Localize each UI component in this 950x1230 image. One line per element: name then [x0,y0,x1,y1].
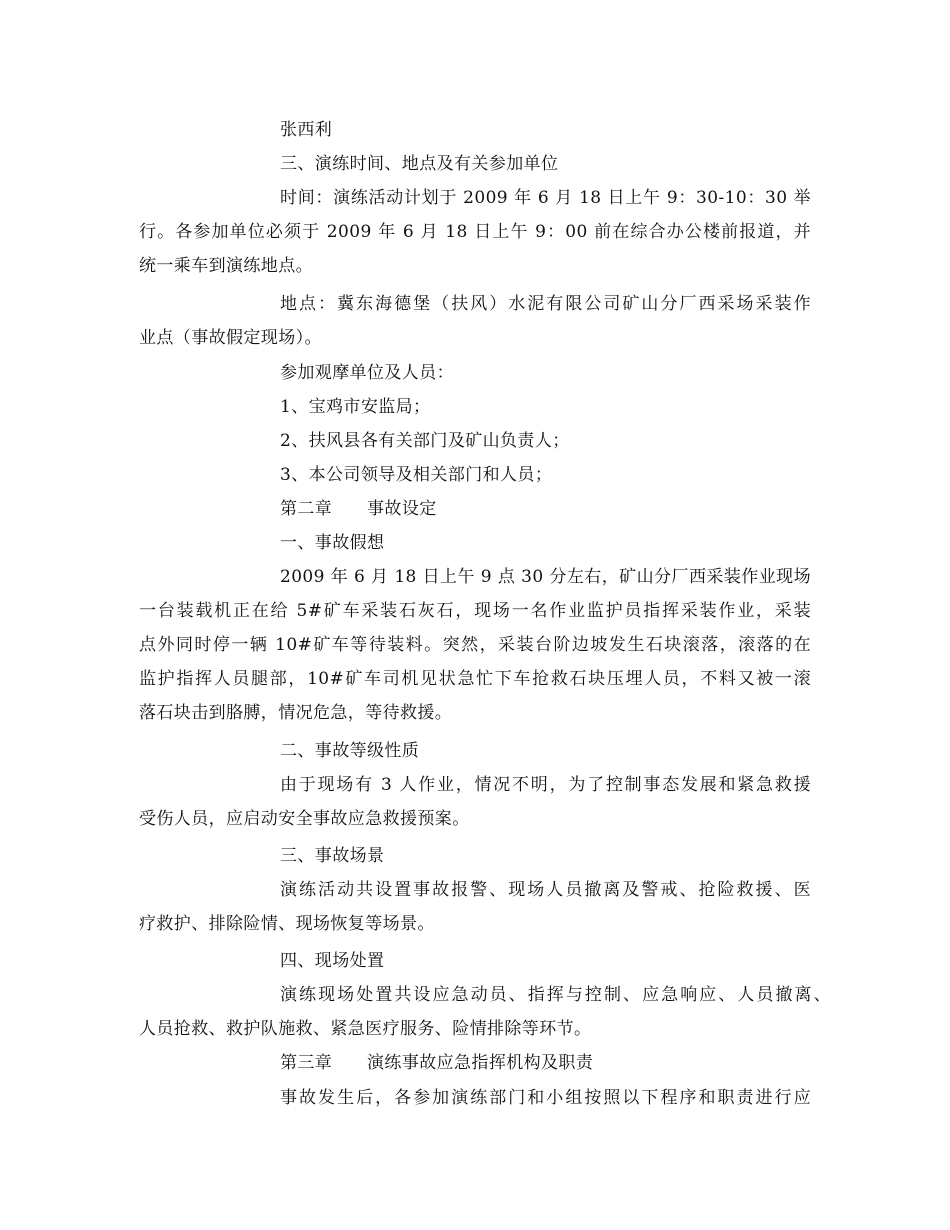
text-line: 受伤人员，应启动安全事故应急救援预案。 [139,809,470,829]
text-line: 参加观摩单位及人员： [280,363,454,383]
section-heading: 四、现场处置 [280,951,385,971]
text-line: 疗救护、排除险情、现场恢复等场景。 [139,914,435,934]
section-heading: 三、事故场景 [280,846,385,866]
chapter-heading: 第三章 演练事故应急指挥机构及职责 [280,1053,594,1073]
text-line: 地点：冀东海德堡（扶风）水泥有限公司矿山分厂西采场采装作 [280,294,811,314]
text-line: 演练现场处置共设应急动员、指挥与控制、应急响应、人员撤离、 [280,985,831,1005]
text-line: 业点（事故假定现场）。 [139,328,322,348]
section-heading: 二、事故等级性质 [280,741,420,761]
text-line: 2009 年 6 月 18 日上午 9 点 30 分左右，矿山分厂西采装作业现场 [280,567,811,587]
text-line: 张西利 [280,120,333,140]
list-item: 2、扶风县各有关部门及矿山负责人； [280,431,570,451]
section-heading: 一、事故假想 [280,533,385,553]
text-line: 时间：演练活动计划于 2009 年 6 月 18 日上午 9：30-10：30 举 [280,188,811,208]
text-line: 事故发生后，各参加演练部门和小组按照以下程序和职责进行应 [280,1088,811,1108]
section-heading: 三、演练时间、地点及有关参加单位 [280,154,559,174]
text-line: 演练活动共设置事故报警、现场人员撤离及警戒、抢险救援、医 [280,880,811,900]
chapter-heading: 第二章 事故设定 [280,499,437,519]
text-line: 监护指挥人员腿部，10#矿车司机见状急忙下车抢救石块压埋人员，不料又被一滚 [139,669,811,689]
text-line: 由于现场有 3 人作业，情况不明，为了控制事态发展和紧急救援 [280,775,811,795]
list-item: 3、本公司领导及相关部门和人员； [280,465,553,485]
text-line: 行。各参加单位必须于 2009 年 6 月 18 日上午 9：00 前在综合办公楼前报道，并 [139,222,811,242]
text-line: 落石块击到胳膊，情况危急，等待救援。 [139,703,453,723]
list-item: 1、宝鸡市安监局； [280,397,431,417]
text-line: 点外同时停一辆 10#矿车等待装料。突然，采装台阶边坡发生石块滚落，滚落的在 [139,635,811,655]
text-line: 统一乘车到演练地点。 [139,256,313,276]
text-line: 人员抢救、救护队施救、紧急医疗服务、险情排除等环节。 [139,1019,592,1039]
text-line: 一台装载机正在给 5#矿车采装石灰石，现场一名作业监护员指挥采装作业，采装 [139,601,811,621]
